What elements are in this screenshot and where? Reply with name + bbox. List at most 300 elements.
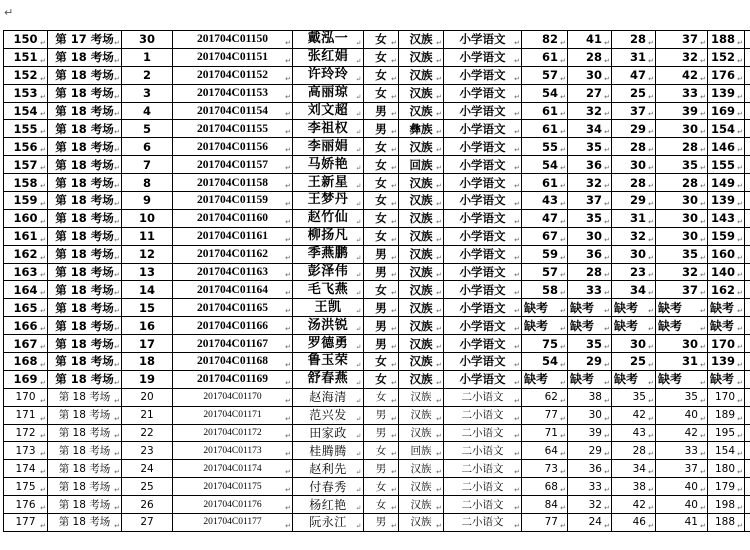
score-3-text: 缺考 bbox=[614, 372, 639, 387]
ethnicity-cell bbox=[399, 388, 444, 406]
cell-mark-icon: ↵ bbox=[436, 271, 442, 280]
seat-number-cell bbox=[122, 335, 173, 353]
row-number-text: 155 bbox=[13, 121, 38, 136]
cell-mark-icon: ↵ bbox=[436, 343, 442, 352]
score-1-text: 82 bbox=[541, 32, 558, 47]
total-score-cell bbox=[708, 370, 745, 388]
subject-cell bbox=[444, 174, 522, 192]
cell-mark-icon: ↵ bbox=[355, 343, 362, 352]
cell-mark-icon: ↵ bbox=[514, 164, 520, 173]
cell-mark-icon: ↵ bbox=[355, 110, 362, 119]
score-4-text: 35 bbox=[681, 157, 698, 172]
cell-mark-icon: ↵ bbox=[560, 343, 566, 352]
subject-text: 小学语文 bbox=[459, 86, 506, 101]
row-number-text: 167 bbox=[13, 336, 38, 351]
total-score-text: 143 bbox=[710, 211, 735, 226]
seat-number-text: 11 bbox=[138, 229, 155, 244]
cell-mark-icon: ↵ bbox=[737, 199, 743, 208]
score-4-text: 41 bbox=[684, 516, 698, 529]
cell-mark-icon: ↵ bbox=[114, 253, 120, 262]
subject-cell bbox=[444, 66, 522, 84]
row-number-cell bbox=[4, 281, 48, 299]
cell-mark-icon: ↵ bbox=[514, 504, 520, 513]
cell-mark-icon: ↵ bbox=[40, 146, 46, 155]
cell-mark-icon: ↵ bbox=[737, 217, 743, 226]
total-score-cell bbox=[708, 245, 745, 263]
cell-mark-icon: ↵ bbox=[285, 378, 291, 387]
candidate-name-text: 戴泓一 bbox=[307, 31, 349, 47]
candidate-name-cell bbox=[293, 66, 364, 84]
row-number-cell bbox=[4, 317, 48, 335]
ethnicity-text: 汉族 bbox=[409, 32, 433, 47]
cell-mark-icon: ↵ bbox=[40, 253, 46, 262]
cell-mark-icon: ↵ bbox=[40, 396, 46, 405]
cell-mark-icon: ↵ bbox=[604, 396, 610, 405]
cell-mark-icon: ↵ bbox=[391, 521, 397, 530]
cell-mark-icon: ↵ bbox=[737, 504, 743, 513]
empty-cell bbox=[745, 317, 750, 335]
cell-mark-icon: ↵ bbox=[391, 289, 397, 298]
candidate-id-text: 201704C01173 bbox=[203, 445, 262, 456]
subject-cell bbox=[444, 388, 522, 406]
score-4-text: 37 bbox=[684, 462, 698, 475]
cell-mark-icon: ↵ bbox=[391, 432, 397, 441]
cell-mark-icon: ↵ bbox=[285, 486, 291, 495]
empty-cell bbox=[745, 209, 750, 227]
score-4-text: 35 bbox=[681, 247, 698, 262]
exam-room-cell bbox=[48, 496, 122, 514]
candidate-name-cell bbox=[293, 496, 364, 514]
score-2-cell bbox=[568, 102, 612, 120]
cell-mark-icon: ↵ bbox=[285, 38, 291, 47]
cell-mark-icon: ↵ bbox=[40, 92, 46, 101]
sex-text: 女 bbox=[375, 372, 387, 387]
table-row bbox=[4, 281, 750, 299]
cell-mark-icon: ↵ bbox=[436, 182, 442, 191]
score-2-cell bbox=[568, 245, 612, 263]
candidate-name-cell bbox=[293, 514, 364, 532]
exam-room-cell bbox=[48, 514, 122, 532]
exam-room-cell bbox=[48, 442, 122, 460]
cell-mark-icon: ↵ bbox=[285, 289, 291, 298]
seat-number-cell bbox=[122, 138, 173, 156]
score-1-cell bbox=[522, 388, 568, 406]
cell-mark-icon: ↵ bbox=[355, 253, 362, 262]
subject-text: 二小语文 bbox=[461, 480, 504, 493]
cell-mark-icon: ↵ bbox=[604, 468, 610, 477]
cell-mark-icon: ↵ bbox=[700, 504, 706, 513]
cell-mark-icon: ↵ bbox=[514, 432, 520, 441]
total-score-cell bbox=[708, 48, 745, 66]
cell-mark-icon: ↵ bbox=[604, 128, 610, 137]
candidate-id-text: 201704C01165 bbox=[197, 301, 268, 314]
candidate-name-cell bbox=[293, 174, 364, 192]
table-row bbox=[4, 406, 750, 424]
score-4-text: 28 bbox=[681, 139, 698, 154]
cell-mark-icon: ↵ bbox=[40, 468, 46, 477]
score-3-cell bbox=[612, 227, 656, 245]
exam-room-text: 第 18 考场 bbox=[55, 318, 114, 333]
score-1-cell bbox=[522, 84, 568, 102]
cell-mark-icon: ↵ bbox=[560, 92, 566, 101]
cell-mark-icon: ↵ bbox=[355, 307, 362, 316]
cell-mark-icon: ↵ bbox=[114, 74, 120, 83]
seat-number-cell bbox=[122, 353, 173, 371]
exam-room-text: 第 18 考场 bbox=[58, 427, 111, 440]
score-3-cell bbox=[612, 138, 656, 156]
score-2-text: 30 bbox=[585, 229, 602, 244]
candidate-id-cell bbox=[173, 514, 293, 532]
row-number-text: 159 bbox=[13, 193, 38, 208]
candidate-id-text: 201704C01160 bbox=[197, 212, 268, 225]
empty-cell bbox=[745, 31, 750, 49]
score-4-cell bbox=[656, 120, 708, 138]
cell-mark-icon: ↵ bbox=[436, 325, 442, 334]
seat-number-cell bbox=[122, 406, 173, 424]
cell-mark-icon: ↵ bbox=[648, 235, 654, 244]
ethnicity-text: 汉族 bbox=[409, 282, 433, 297]
score-4-cell bbox=[656, 245, 708, 263]
cell-mark-icon: ↵ bbox=[514, 289, 520, 298]
score-4-cell bbox=[656, 424, 708, 442]
empty-cell bbox=[745, 424, 750, 442]
candidate-id-cell bbox=[173, 174, 293, 192]
cell-mark-icon: ↵ bbox=[285, 146, 291, 155]
cell-mark-icon: ↵ bbox=[114, 217, 120, 226]
total-score-text: 155 bbox=[710, 157, 735, 172]
cell-mark-icon: ↵ bbox=[40, 307, 46, 316]
cell-mark-icon: ↵ bbox=[114, 360, 120, 369]
candidate-name-text: 赵海清 bbox=[309, 390, 347, 405]
score-2-text: 32 bbox=[585, 175, 602, 190]
row-number-text: 152 bbox=[13, 68, 38, 83]
score-1-text: 61 bbox=[541, 175, 558, 190]
empty-cell bbox=[745, 138, 750, 156]
candidate-id-cell bbox=[173, 478, 293, 496]
sex-text: 男 bbox=[375, 247, 387, 262]
candidate-name-cell bbox=[293, 442, 364, 460]
score-4-text: 32 bbox=[681, 265, 698, 280]
cell-mark-icon: ↵ bbox=[560, 289, 566, 298]
cell-mark-icon: ↵ bbox=[560, 56, 566, 65]
subject-text: 小学语文 bbox=[459, 32, 506, 47]
cell-mark-icon: ↵ bbox=[355, 289, 362, 298]
cell-mark-icon: ↵ bbox=[648, 432, 654, 441]
candidate-name-cell bbox=[293, 48, 364, 66]
score-2-cell bbox=[568, 406, 612, 424]
subject-text: 二小语文 bbox=[461, 391, 504, 404]
candidate-name-cell bbox=[293, 317, 364, 335]
empty-cell bbox=[745, 442, 750, 460]
seat-number-text: 4 bbox=[142, 104, 151, 118]
cell-mark-icon: ↵ bbox=[560, 74, 566, 83]
table-row bbox=[4, 514, 750, 532]
table-row bbox=[4, 263, 750, 281]
cell-mark-icon: ↵ bbox=[355, 486, 362, 495]
ethnicity-text: 汉族 bbox=[409, 50, 433, 65]
ethnicity-cell bbox=[399, 84, 444, 102]
subject-text: 小学语文 bbox=[459, 211, 506, 226]
total-score-cell bbox=[708, 299, 745, 317]
cell-mark-icon: ↵ bbox=[648, 378, 654, 387]
cell-mark-icon: ↵ bbox=[436, 289, 442, 298]
cell-mark-icon: ↵ bbox=[355, 164, 362, 173]
candidate-id-cell bbox=[173, 209, 293, 227]
cell-mark-icon: ↵ bbox=[700, 217, 706, 226]
cell-mark-icon: ↵ bbox=[114, 325, 120, 334]
score-1-text: 67 bbox=[541, 229, 558, 244]
ethnicity-text: 汉族 bbox=[409, 104, 433, 118]
cell-mark-icon: ↵ bbox=[436, 253, 442, 262]
cell-mark-icon: ↵ bbox=[114, 468, 120, 477]
empty-cell bbox=[745, 84, 750, 102]
cell-mark-icon: ↵ bbox=[285, 504, 291, 513]
cell-mark-icon: ↵ bbox=[737, 235, 743, 244]
score-4-cell bbox=[656, 192, 708, 210]
candidate-name-text: 桂腾腾 bbox=[309, 443, 347, 458]
score-3-text: 23 bbox=[629, 265, 646, 280]
empty-cell bbox=[745, 227, 750, 245]
cell-mark-icon: ↵ bbox=[648, 271, 654, 280]
score-3-text: 38 bbox=[632, 480, 646, 493]
cell-mark-icon: ↵ bbox=[648, 521, 654, 530]
cell-mark-icon: ↵ bbox=[700, 253, 706, 262]
candidate-id-text: 201704C01162 bbox=[197, 248, 268, 261]
candidate-id-text: 201704C01168 bbox=[197, 355, 268, 368]
sex-text: 女 bbox=[375, 193, 387, 208]
cell-mark-icon: ↵ bbox=[737, 468, 743, 477]
cell-mark-icon: ↵ bbox=[436, 235, 442, 244]
cell-mark-icon: ↵ bbox=[436, 432, 442, 441]
cell-mark-icon: ↵ bbox=[114, 199, 120, 208]
cell-mark-icon: ↵ bbox=[648, 128, 654, 137]
seat-number-text: 22 bbox=[140, 427, 154, 440]
ethnicity-cell bbox=[399, 424, 444, 442]
candidate-id-cell bbox=[173, 370, 293, 388]
candidate-id-text: 201704C01170 bbox=[203, 392, 262, 403]
cell-mark-icon: ↵ bbox=[604, 378, 610, 387]
subject-text: 小学语文 bbox=[459, 68, 506, 83]
cell-mark-icon: ↵ bbox=[391, 378, 397, 387]
cell-mark-icon: ↵ bbox=[40, 521, 46, 530]
table-row bbox=[4, 299, 750, 317]
seat-number-cell bbox=[122, 478, 173, 496]
subject-cell bbox=[444, 335, 522, 353]
cell-mark-icon: ↵ bbox=[285, 432, 291, 441]
total-score-cell bbox=[708, 174, 745, 192]
row-number-cell bbox=[4, 174, 48, 192]
score-2-text: 30 bbox=[588, 409, 602, 422]
exam-room-text: 第 18 考场 bbox=[55, 372, 114, 387]
total-score-cell bbox=[708, 138, 745, 156]
table-row bbox=[4, 370, 750, 388]
seat-number-text: 12 bbox=[138, 247, 155, 262]
cell-mark-icon: ↵ bbox=[391, 343, 397, 352]
subject-text: 小学语文 bbox=[459, 50, 506, 65]
ethnicity-cell bbox=[399, 370, 444, 388]
subject-cell bbox=[444, 102, 522, 120]
cell-mark-icon: ↵ bbox=[436, 521, 442, 530]
seat-number-cell bbox=[122, 102, 173, 120]
empty-cell bbox=[745, 299, 750, 317]
score-3-text: 34 bbox=[632, 462, 646, 475]
ethnicity-cell bbox=[399, 442, 444, 460]
seat-number-cell bbox=[122, 460, 173, 478]
score-2-cell bbox=[568, 353, 612, 371]
candidate-id-cell bbox=[173, 48, 293, 66]
sex-cell bbox=[364, 156, 399, 174]
score-1-cell bbox=[522, 66, 568, 84]
score-4-text: 30 bbox=[681, 193, 698, 208]
score-4-text: 28 bbox=[681, 175, 698, 190]
total-score-cell bbox=[708, 192, 745, 210]
cell-mark-icon: ↵ bbox=[114, 146, 120, 155]
cell-mark-icon: ↵ bbox=[355, 432, 362, 441]
ethnicity-text: 汉族 bbox=[409, 229, 433, 244]
cell-mark-icon: ↵ bbox=[514, 253, 520, 262]
cell-mark-icon: ↵ bbox=[737, 110, 743, 119]
cell-mark-icon: ↵ bbox=[355, 199, 362, 208]
cell-mark-icon: ↵ bbox=[560, 38, 566, 47]
total-score-cell bbox=[708, 406, 745, 424]
ethnicity-text: 汉族 bbox=[410, 462, 432, 475]
exam-room-text: 第 18 考场 bbox=[55, 300, 114, 315]
candidate-id-text: 201704C01153 bbox=[197, 87, 268, 100]
row-number-text: 171 bbox=[15, 409, 36, 422]
score-2-text: 35 bbox=[585, 139, 602, 154]
cell-mark-icon: ↵ bbox=[700, 38, 706, 47]
seat-number-cell bbox=[122, 317, 173, 335]
candidate-id-cell bbox=[173, 120, 293, 138]
ethnicity-cell bbox=[399, 227, 444, 245]
candidate-id-cell bbox=[173, 245, 293, 263]
score-3-text: 42 bbox=[632, 409, 646, 422]
cell-mark-icon: ↵ bbox=[737, 414, 743, 423]
cell-mark-icon: ↵ bbox=[737, 450, 743, 459]
score-2-cell bbox=[568, 174, 612, 192]
candidate-name-text: 王梦丹 bbox=[307, 192, 349, 208]
total-score-text: 139 bbox=[710, 193, 735, 208]
score-1-cell bbox=[522, 102, 568, 120]
score-1-text: 55 bbox=[541, 139, 558, 154]
score-4-cell bbox=[656, 335, 708, 353]
total-score-cell bbox=[708, 209, 745, 227]
exam-room-text: 第 18 考场 bbox=[55, 50, 114, 65]
score-2-text: 29 bbox=[585, 354, 602, 369]
seat-number-text: 30 bbox=[138, 32, 155, 47]
exam-room-cell bbox=[48, 156, 122, 174]
cell-mark-icon: ↵ bbox=[604, 110, 610, 119]
score-1-text: 61 bbox=[541, 121, 558, 136]
cell-mark-icon: ↵ bbox=[285, 110, 291, 119]
cell-mark-icon: ↵ bbox=[391, 128, 397, 137]
total-score-cell bbox=[708, 31, 745, 49]
row-number-text: 166 bbox=[13, 318, 38, 333]
score-4-text: 缺考 bbox=[658, 372, 683, 387]
cell-mark-icon: ↵ bbox=[560, 504, 566, 513]
cell-mark-icon: ↵ bbox=[700, 307, 706, 316]
total-score-text: 缺考 bbox=[710, 300, 735, 315]
score-3-text: 28 bbox=[629, 175, 646, 190]
score-1-cell bbox=[522, 514, 568, 532]
ethnicity-text: 汉族 bbox=[409, 372, 433, 387]
cell-mark-icon: ↵ bbox=[436, 146, 442, 155]
candidate-id-text: 201704C01156 bbox=[197, 140, 268, 153]
score-2-cell bbox=[568, 442, 612, 460]
cell-mark-icon: ↵ bbox=[700, 486, 706, 495]
row-number-cell bbox=[4, 227, 48, 245]
candidate-name-text: 鲁玉荣 bbox=[307, 353, 349, 369]
score-2-text: 33 bbox=[588, 480, 602, 493]
score-2-text: 36 bbox=[588, 462, 602, 475]
ethnicity-cell bbox=[399, 299, 444, 317]
score-1-cell bbox=[522, 442, 568, 460]
cell-mark-icon: ↵ bbox=[737, 128, 743, 137]
row-number-text: 160 bbox=[13, 211, 38, 226]
subject-text: 小学语文 bbox=[459, 318, 506, 333]
cell-mark-icon: ↵ bbox=[391, 217, 397, 226]
cell-mark-icon: ↵ bbox=[114, 235, 120, 244]
score-2-cell bbox=[568, 192, 612, 210]
candidate-name-cell bbox=[293, 388, 364, 406]
total-score-text: 160 bbox=[710, 247, 735, 262]
candidate-name-text: 田家政 bbox=[309, 426, 347, 441]
ethnicity-text: 汉族 bbox=[409, 211, 433, 226]
ethnicity-cell bbox=[399, 31, 444, 49]
subject-text: 二小语文 bbox=[461, 444, 504, 457]
candidate-id-text: 201704C01172 bbox=[203, 428, 262, 439]
score-4-cell bbox=[656, 281, 708, 299]
subject-cell bbox=[444, 31, 522, 49]
candidate-name-text: 阮永江 bbox=[309, 515, 347, 530]
seat-number-text: 1 bbox=[142, 50, 151, 65]
cell-mark-icon: ↵ bbox=[285, 396, 291, 405]
candidate-id-text: 201704C01176 bbox=[203, 499, 262, 510]
cell-mark-icon: ↵ bbox=[604, 360, 610, 369]
cell-mark-icon: ↵ bbox=[285, 92, 291, 101]
candidate-name-text: 许玲玲 bbox=[307, 67, 349, 83]
seat-number-cell bbox=[122, 66, 173, 84]
subject-text: 二小语文 bbox=[461, 427, 504, 440]
ethnicity-cell bbox=[399, 514, 444, 532]
score-2-cell bbox=[568, 299, 612, 317]
cell-mark-icon: ↵ bbox=[514, 414, 520, 423]
cell-mark-icon: ↵ bbox=[604, 235, 610, 244]
sex-cell bbox=[364, 335, 399, 353]
subject-cell bbox=[444, 299, 522, 317]
exam-room-text: 第 18 考场 bbox=[55, 354, 114, 369]
subject-cell bbox=[444, 263, 522, 281]
subject-text: 小学语文 bbox=[459, 229, 506, 244]
sex-cell bbox=[364, 424, 399, 442]
cell-mark-icon: ↵ bbox=[355, 38, 362, 47]
sex-text: 男 bbox=[375, 409, 387, 422]
seat-number-cell bbox=[122, 514, 173, 532]
score-4-cell bbox=[656, 174, 708, 192]
cell-mark-icon: ↵ bbox=[648, 253, 654, 262]
score-3-text: 25 bbox=[629, 86, 646, 101]
cell-mark-icon: ↵ bbox=[114, 504, 120, 513]
row-number-cell bbox=[4, 138, 48, 156]
table-row bbox=[4, 84, 750, 102]
cell-mark-icon: ↵ bbox=[285, 253, 291, 262]
subject-cell bbox=[444, 84, 522, 102]
candidate-name-text: 毛飞燕 bbox=[307, 281, 349, 297]
score-4-text: 42 bbox=[681, 68, 698, 83]
exam-room-cell bbox=[48, 138, 122, 156]
empty-cell bbox=[745, 353, 750, 371]
cell-mark-icon: ↵ bbox=[355, 182, 362, 191]
